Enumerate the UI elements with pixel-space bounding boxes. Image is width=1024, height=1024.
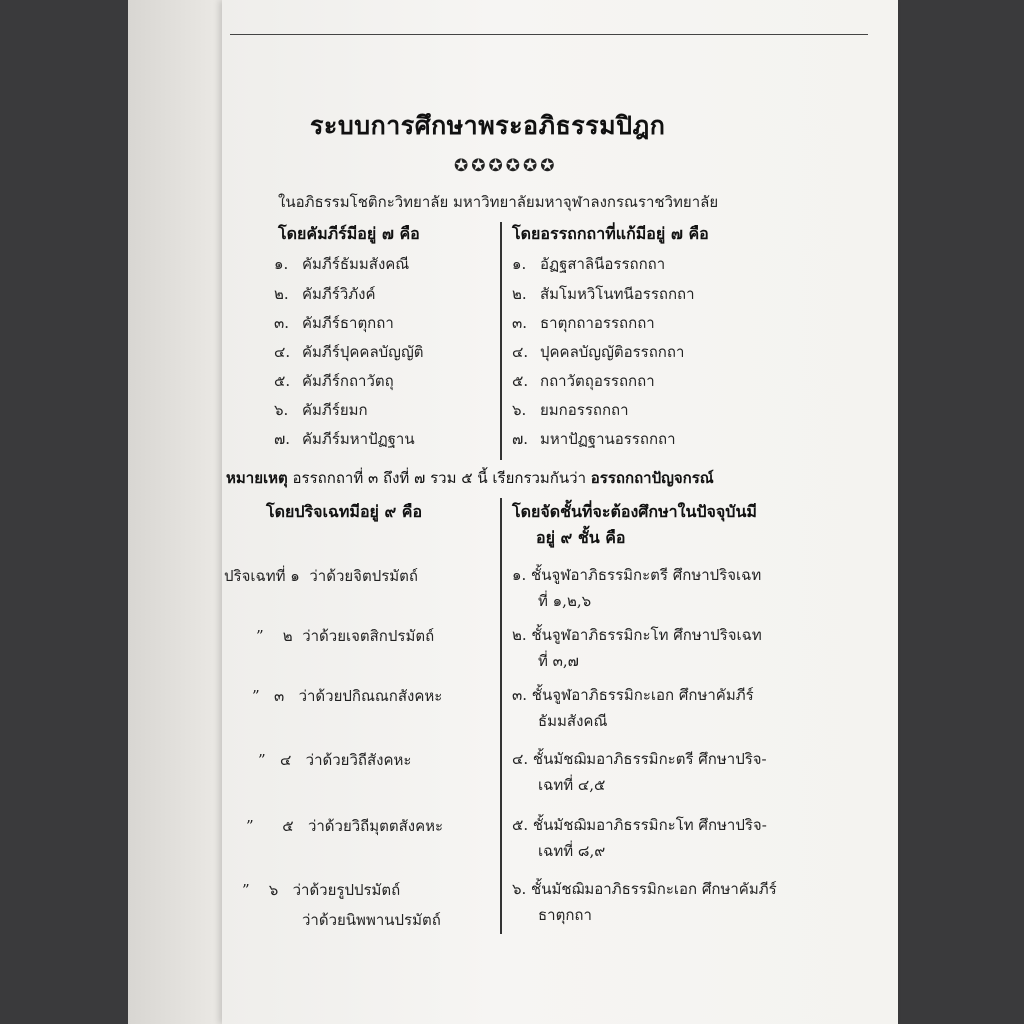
list-item: ๕. กถาวัตถุอรรถกถา [512, 372, 655, 390]
texts-heading: โดยคัมภีร์มีอยู่ ๗ คือ [278, 224, 420, 243]
list-item: ๑. อัฏฐสาลินีอรรถกถา [512, 255, 666, 273]
list-item: ๖. ชั้นมัชฌิมอาภิธรรมิกะเอก ศึกษาคัมภีร์ ธาตุกถา [512, 880, 777, 924]
book-page [222, 0, 898, 1024]
star-ornament: ✪✪✪✪✪✪ [454, 156, 558, 176]
footnote-label: หมายเหตุ [226, 469, 288, 487]
footnote [226, 466, 714, 490]
subtitle: ในอภิธรรมโชติกะวิทยาลัย มหาวิทยาลัยมหาจุฬาลงกรณราชวิทยาลัย [278, 193, 719, 211]
column-divider-top [500, 222, 502, 460]
list-item: ๑. ชั้นจูฬอาภิธรรมิกะตรี ศึกษาปริจเฉท ที่ ๑,๒,๖ [512, 566, 762, 610]
list-item: ” ๒ ว่าด้วยเจตสิกปรมัตถ์ [256, 627, 435, 645]
list-item: ๕. ชั้นมัชฌิมอาภิธรรมิกะโท ศึกษาปริจ- เฉทที่ ๘,๙ [512, 816, 767, 860]
column-divider-bottom [500, 498, 502, 934]
list-item: ” ๕ ว่าด้วยวิถีมุตตสังคหะ [246, 817, 444, 835]
list-item-continuation: ว่าด้วยนิพพานปรมัตถ์ [302, 911, 441, 929]
list-item: ๗. มหาปัฏฐานอรรถกถา [512, 430, 676, 448]
footnote-text: อรรถกถาที่ ๓ ถึงที่ ๗ รวม ๕ นี้ เรียกรวมกันว่า [292, 469, 586, 487]
list-item: ๒. สัมโมหวิโนทนีอรรถกถา [512, 285, 695, 303]
list-item: ” ๓ ว่าด้วยปกิณณกสังคหะ [252, 687, 443, 705]
book-left-page-edge [128, 0, 228, 1024]
list-item: ๔. ปุคคลบัญญัติอรรถกถา [512, 343, 685, 361]
chapters-heading: โดยปริจเฉทมีอยู่ ๙ คือ [266, 502, 423, 521]
list-item: ๓. คัมภีร์ธาตุกถา [274, 314, 394, 332]
list-item: ๒. ชั้นจูฬอาภิธรรมิกะโท ศึกษาปริจเฉท ที่ ๓,๗ [512, 626, 762, 670]
list-item: ๖. ยมกอรรถกถา [512, 401, 629, 419]
list-item: ๑. คัมภีร์ธัมมสังคณี [274, 255, 410, 273]
levels-heading-line1: โดยจัดชั้นที่จะต้องศึกษาในปัจจุบันมี [512, 502, 757, 521]
list-item: ๔. ชั้นมัชฌิมอาภิธรรมิกะตรี ศึกษาปริจ- เฉทที่ ๔,๕ [512, 750, 767, 794]
list-item: ๓. ธาตุกถาอรรถกถา [512, 314, 655, 332]
page-title: ระบบการศึกษาพระอภิธรรมปิฎก [310, 111, 666, 140]
list-item: ๓. ชั้นจูฬอาภิธรรมิกะเอก ศึกษาคัมภีร์ ธัมมสังคณี [512, 686, 754, 730]
list-item: ๖. คัมภีร์ยมก [274, 401, 368, 419]
commentaries-heading: โดยอรรถกถาที่แก้มีอยู่ ๗ คือ [512, 224, 709, 243]
footnote-term: อรรถกถาปัญจกรณ์ [590, 469, 714, 487]
list-item: ๕. คัมภีร์กถาวัตถุ [274, 372, 394, 390]
levels-heading-line2: อยู่ ๙ ชั้น คือ [536, 528, 626, 547]
list-item: ๒. คัมภีร์วิภังค์ [274, 285, 376, 303]
list-item: ปริจเฉทที่ ๑ ว่าด้วยจิตปรมัตถ์ [224, 567, 418, 585]
top-rule [230, 34, 868, 35]
list-item: ” ๔ ว่าด้วยวิถีสังคหะ [258, 751, 412, 769]
list-item: ๔. คัมภีร์ปุคคลบัญญัติ [274, 343, 424, 361]
list-item: ” ๖ ว่าด้วยรูปปรมัตถ์ [242, 881, 401, 899]
list-item: ๗. คัมภีร์มหาปัฏฐาน [274, 430, 415, 448]
